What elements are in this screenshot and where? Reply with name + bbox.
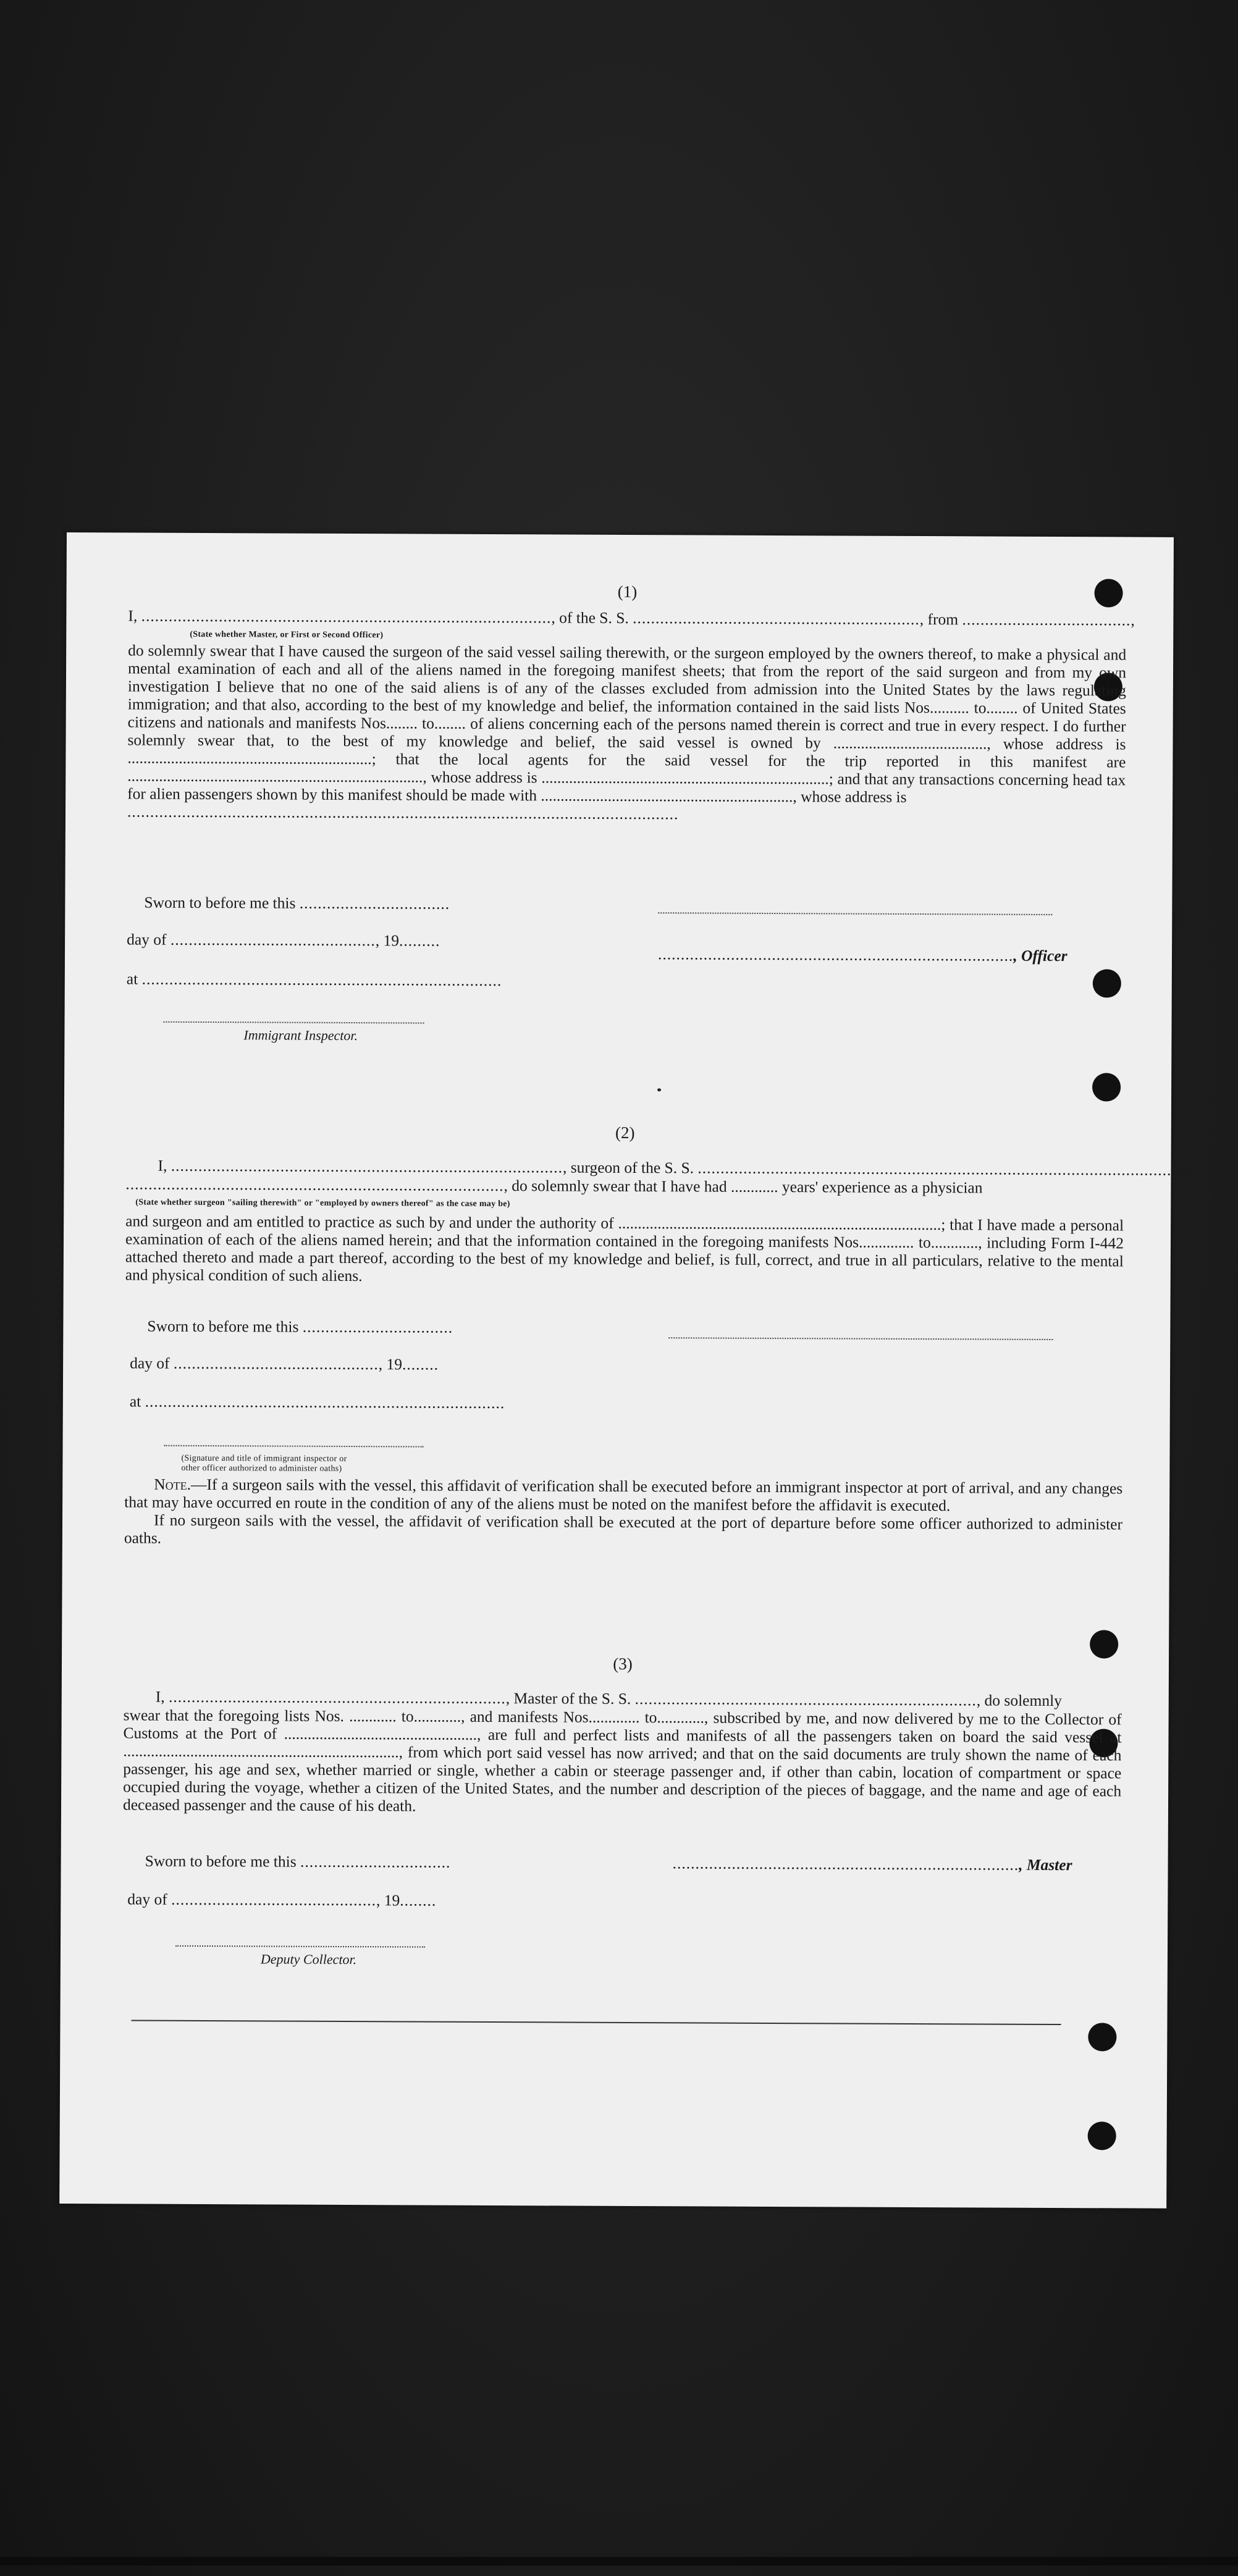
punch-hole <box>1090 1630 1118 1658</box>
section-1-caption: (State whether Master, or First or Second Officer) <box>190 629 384 640</box>
note-paragraph-1 <box>124 1475 1122 1515</box>
dotted-fill: ............................................................... <box>633 608 920 629</box>
inspector-caption-1: (Signature and title of immigrant inspector or <box>181 1453 347 1464</box>
section-3-day: day of ............................................., 19........ <box>127 1890 437 1910</box>
section-3-body <box>123 1706 1122 1818</box>
section-2-number: (2) <box>615 1123 635 1143</box>
sworn-label: Sworn to before me this <box>145 1852 297 1871</box>
section-2-experience: , do solemnly swear that I have had ............ years' experience as a physician <box>503 1177 983 1197</box>
section-1-day: day of ............................................., 19......... <box>127 930 440 950</box>
master-signature: ............................................................................, Master <box>672 1854 1072 1874</box>
manifest-affidavit-page <box>59 532 1199 2209</box>
day-label: day of <box>127 1890 167 1908</box>
note-label: Note. <box>154 1475 192 1493</box>
section-1-number: (1) <box>617 582 638 602</box>
signature-line <box>164 1021 424 1024</box>
section-1-from-label: , from <box>919 610 959 629</box>
year-label: , 19 <box>376 1891 400 1910</box>
officer-label: , Officer <box>1013 946 1067 965</box>
punch-hole <box>1093 969 1121 997</box>
section-3-first-line: I, .........................................................................., Master of the S. S. ..........................................................................., do solemnly <box>155 1687 1063 1710</box>
section-3-number: (3) <box>613 1654 633 1674</box>
inspector-caption-2: other officer authorized to administer oaths) <box>181 1463 342 1474</box>
signature-line <box>175 1945 425 1948</box>
section-1-pronoun: I, <box>128 606 138 625</box>
section-3-vessel-label: , Master of the S. S. <box>505 1689 631 1708</box>
officer-signature: .............................................................................., Officer <box>657 945 1067 965</box>
at-label: at <box>129 1392 141 1411</box>
signature-line <box>658 912 1052 915</box>
master-label: , Master <box>1019 1855 1072 1874</box>
section-1-body-text: do solemnly swear that I have caused the surgeon of the said vessel sailing therewith, or the surgeon employed by the owners thereof, to make a physical and mental examination of each and all of the aliens named in the foregoing manifest sheets; that from the report of the said surgeon and from my own investigation I believe that no one of the said aliens is of any of the classes excluded from admission into the United States by the laws regulating immigration; and that also, according to the best of my knowledge and belief, the information contained in the said lists Nos.......... to........ of United States citizens and nationals and manifests Nos........ to........ of aliens concerning each of the persons named therein is correct and true in every respect. I do further solemnly swear that, to the best of my knowledge and belief, the said vessel is owned by ......................................., whose address is ..............................................................; that the local agents for the said vessel for the trip reported in this manifest are ..........................................................................., whose address is .........................................................................; and that any transactions concerning head tax for alien passengers shown by this manifest should be made with ................................................................, whose address is <box>127 641 1127 806</box>
section-2-day: day of ............................................., 19........ <box>130 1354 439 1374</box>
dotted-fill: .......................................................................................... <box>141 606 552 627</box>
section-3-solemnly: , do solemnly <box>976 1691 1063 1710</box>
ink-speck <box>657 1088 661 1091</box>
section-2-pronoun: I, <box>158 1156 167 1175</box>
section-2-body-text: and surgeon and am entitled to practice as such by and under the authority of ..................................................................................; that I have made a personal examination of each of the aliens named herein; and that the information contained in the foregoing manifests Nos.............. to............, including Form I-442 attached thereto and made a part thereof, according to the best of my knowledge and belief, is full, correct, and true in all particulars, relative to the mental and physical condition of such aliens. <box>125 1212 1124 1285</box>
deputy-collector-label: Deputy Collector. <box>260 1951 357 1968</box>
dotted-fill: ......................................................................................................................... <box>127 802 679 823</box>
section-2-at: at ............................................................................... <box>129 1392 505 1412</box>
signature-line <box>668 1336 1053 1340</box>
section-1-body <box>127 641 1126 824</box>
bottom-rule <box>131 2020 1061 2025</box>
section-1-sworn: Sworn to before me this ................................. <box>144 893 450 913</box>
punch-hole <box>1088 2121 1116 2150</box>
dotted-fill: ....................................., <box>962 610 1135 629</box>
film-edge <box>0 2557 1238 2566</box>
section-3-pronoun: I, <box>155 1687 165 1706</box>
section-2-vessel-label: , surgeon of the S. S. <box>562 1158 694 1177</box>
sworn-label: Sworn to before me this <box>147 1317 299 1336</box>
section-1-vessel-label: , of the S. S. <box>551 608 629 627</box>
immigrant-inspector-label: Immigrant Inspector. <box>243 1027 358 1044</box>
punch-hole <box>1092 1073 1121 1101</box>
section-2-caption: (State whether surgeon "sailing therewith" or "employed by owners thereof" as the case may be) <box>135 1198 510 1209</box>
year-label: , 19 <box>375 931 400 950</box>
note-text-1: —If a surgeon sails with the vessel, this affidavit of verification shall be executed before an immigrant inspector at port of arrival, and any changes that may have occurred en route in the condition of any of the aliens must be noted on the manifest before the affidavit is executed. <box>124 1475 1123 1515</box>
section-2-body <box>125 1212 1124 1288</box>
sworn-label: Sworn to before me this <box>144 893 296 912</box>
section-2-sworn: Sworn to before me this ................................. <box>147 1317 453 1336</box>
signature-line <box>164 1445 424 1448</box>
day-label: day of <box>130 1354 170 1372</box>
note-paragraph-2: If no surgeon sails with the vessel, the affidavit of verification shall be executed at the port of departure before some officer authorized to administer oaths. <box>124 1511 1123 1547</box>
section-2-note <box>124 1475 1122 1551</box>
day-label: day of <box>127 930 167 949</box>
year-label: , 19 <box>378 1355 403 1374</box>
section-3-body-text: swear that the foregoing lists Nos. ............ to............, and manifests Nos............. to............, subscribed by me, and now delivered by me to the Collector of Customs at the Port of ................................................., are full and perfect lists and manifests of all the passengers taken on board the said vessel at ......................................................................, from which port said vessel has now arrived; and that on the said documents are truly shown the name of each passenger, his age and sex, whether married or single, whether a cabin or steerage passenger and, if other than cabin, location of compartment or space occupied during the voyage, whether a citizen of the United States, and the number and description of the pieces of baggage, and the name and age of each deceased passenger and the cause of his death. <box>122 1706 1122 1815</box>
at-label: at <box>126 970 138 988</box>
section-3-sworn: Sworn to before me this ................................. <box>145 1852 451 1871</box>
section-2-second-line: ..................................................................................., do solemnly swear that I have had ............ years' experience as a physician <box>125 1175 983 1197</box>
section-1-at: at ............................................................................... <box>126 970 502 990</box>
punch-hole <box>1088 2023 1116 2051</box>
section-2-first-line: I, ......................................................................................, surgeon of the S. S. ............................................................................................................., <box>158 1156 1199 1180</box>
